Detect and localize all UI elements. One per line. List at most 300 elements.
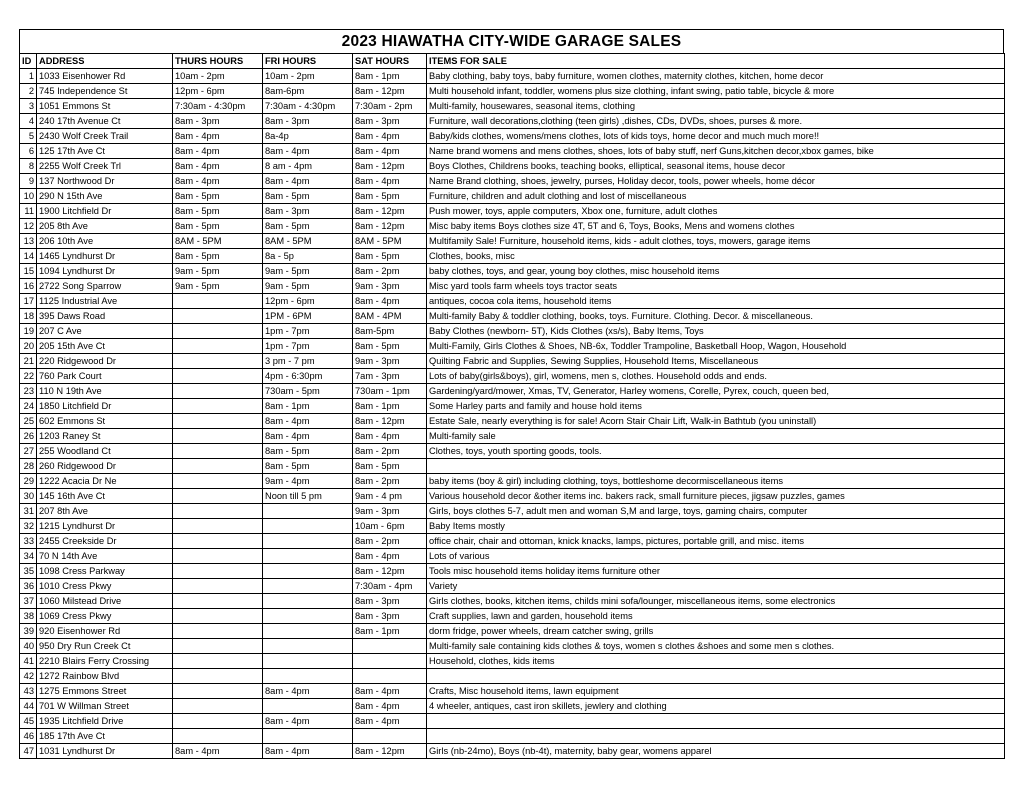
cell-address: 1033 Eisenhower Rd <box>37 69 173 84</box>
cell-sat-hours: 8am - 12pm <box>353 159 427 174</box>
header-sat-hours: SAT HOURS <box>353 54 427 69</box>
table-row <box>20 84 1005 99</box>
cell-items-for-sale <box>427 729 1005 744</box>
cell-id: 23 <box>20 384 37 399</box>
cell-thurs-hours <box>173 444 263 459</box>
cell-sat-hours: 10am - 6pm <box>353 519 427 534</box>
cell-fri-hours: 8am - 3pm <box>263 114 353 129</box>
sheet-title: 2023 HIAWATHA CITY-WIDE GARAGE SALES <box>19 29 1004 53</box>
cell-items-for-sale: Crafts, Misc household items, lawn equipment <box>427 684 1005 699</box>
cell-address: 1060 Milstead Drive <box>37 594 173 609</box>
cell-id: 33 <box>20 534 37 549</box>
cell-id: 16 <box>20 279 37 294</box>
cell-sat-hours: 8am - 2pm <box>353 474 427 489</box>
cell-sat-hours: 8am - 4pm <box>353 294 427 309</box>
cell-items-for-sale: Baby/kids clothes, womens/mens clothes, lots of kids toys, home decor and much much more!! <box>427 129 1005 144</box>
table-row <box>20 534 1005 549</box>
cell-fri-hours: 10am - 2pm <box>263 69 353 84</box>
cell-thurs-hours: 8am - 3pm <box>173 114 263 129</box>
cell-fri-hours: 8a-4p <box>263 129 353 144</box>
cell-id: 34 <box>20 549 37 564</box>
header-thurs-hours: THURS HOURS <box>173 54 263 69</box>
cell-items-for-sale: Multi-family sale <box>427 429 1005 444</box>
cell-thurs-hours: 10am - 2pm <box>173 69 263 84</box>
cell-address: 602 Emmons St <box>37 414 173 429</box>
cell-thurs-hours <box>173 339 263 354</box>
cell-thurs-hours <box>173 729 263 744</box>
cell-thurs-hours <box>173 534 263 549</box>
table-row <box>20 684 1005 699</box>
cell-items-for-sale: dorm fridge, power wheels, dream catcher swing, grills <box>427 624 1005 639</box>
cell-sat-hours: 8am - 4pm <box>353 684 427 699</box>
table-row <box>20 399 1005 414</box>
cell-address: 260 Ridgewood Dr <box>37 459 173 474</box>
cell-sat-hours: 8am-5pm <box>353 324 427 339</box>
cell-address: 1935 Litchfield Drive <box>37 714 173 729</box>
table-row <box>20 744 1005 759</box>
cell-items-for-sale: Variety <box>427 579 1005 594</box>
cell-thurs-hours <box>173 429 263 444</box>
cell-items-for-sale: Some Harley parts and family and house hold items <box>427 399 1005 414</box>
cell-fri-hours: 8am - 4pm <box>263 714 353 729</box>
table-row <box>20 234 1005 249</box>
cell-sat-hours: 8am - 12pm <box>353 744 427 759</box>
cell-sat-hours: 8am - 4pm <box>353 699 427 714</box>
cell-address: 1098 Cress Parkway <box>37 564 173 579</box>
cell-fri-hours: Noon till 5 pm <box>263 489 353 504</box>
cell-items-for-sale: Multi-Family, Girls Clothes & Shoes, NB-6x, Toddler Trampoline, Basketball Hoop, Wagon, Household <box>427 339 1005 354</box>
table-header <box>20 54 1005 69</box>
table-row <box>20 594 1005 609</box>
cell-thurs-hours: 8am - 5pm <box>173 219 263 234</box>
table-row <box>20 114 1005 129</box>
table-row <box>20 489 1005 504</box>
cell-thurs-hours: 7:30am - 4:30pm <box>173 99 263 114</box>
cell-thurs-hours: 8am - 4pm <box>173 744 263 759</box>
cell-fri-hours: 7:30am - 4:30pm <box>263 99 353 114</box>
header-items-for-sale: ITEMS FOR SALE <box>427 54 1005 69</box>
cell-sat-hours: 8am - 1pm <box>353 399 427 414</box>
cell-sat-hours: 8am - 4pm <box>353 174 427 189</box>
cell-sat-hours: 8am - 2pm <box>353 534 427 549</box>
cell-fri-hours: 8am - 4pm <box>263 684 353 699</box>
cell-id: 35 <box>20 564 37 579</box>
cell-id: 25 <box>20 414 37 429</box>
cell-id: 12 <box>20 219 37 234</box>
cell-fri-hours: 8am - 4pm <box>263 174 353 189</box>
cell-address: 290 N 15th Ave <box>37 189 173 204</box>
cell-id: 44 <box>20 699 37 714</box>
cell-sat-hours: 8am - 5pm <box>353 249 427 264</box>
table-row <box>20 624 1005 639</box>
cell-sat-hours: 9am - 4 pm <box>353 489 427 504</box>
table-row <box>20 564 1005 579</box>
cell-id: 36 <box>20 579 37 594</box>
table-row <box>20 699 1005 714</box>
cell-items-for-sale: Furniture, children and adult clothing and lost of miscellaneous <box>427 189 1005 204</box>
cell-thurs-hours: 8am - 5pm <box>173 249 263 264</box>
cell-fri-hours <box>263 594 353 609</box>
cell-id: 41 <box>20 654 37 669</box>
cell-fri-hours: 1pm - 7pm <box>263 339 353 354</box>
cell-items-for-sale: Girls (nb-24mo), Boys (nb-4t), maternity, baby gear, womens apparel <box>427 744 1005 759</box>
cell-items-for-sale: Multi-family, housewares, seasonal items, clothing <box>427 99 1005 114</box>
cell-id: 32 <box>20 519 37 534</box>
cell-id: 42 <box>20 669 37 684</box>
cell-fri-hours: 1pm - 7pm <box>263 324 353 339</box>
cell-thurs-hours <box>173 369 263 384</box>
cell-sat-hours: 8am - 2pm <box>353 264 427 279</box>
cell-id: 5 <box>20 129 37 144</box>
cell-sat-hours: 9am - 3pm <box>353 504 427 519</box>
cell-items-for-sale: office chair, chair and ottoman, knick knacks, lamps, pictures, portable grill, and misc. items <box>427 534 1005 549</box>
cell-fri-hours: 12pm - 6pm <box>263 294 353 309</box>
cell-address: 1031 Lyndhurst Dr <box>37 744 173 759</box>
cell-address: 1010 Cress Pkwy <box>37 579 173 594</box>
cell-address: 2455 Creekside Dr <box>37 534 173 549</box>
cell-items-for-sale: Quilting Fabric and Supplies, Sewing Supplies, Household Items, Miscellaneous <box>427 354 1005 369</box>
cell-thurs-hours: 8am - 4pm <box>173 144 263 159</box>
cell-address: 760 Park Court <box>37 369 173 384</box>
table-row <box>20 129 1005 144</box>
cell-id: 31 <box>20 504 37 519</box>
cell-address: 2210 Blairs Ferry Crossing <box>37 654 173 669</box>
cell-fri-hours: 8am - 4pm <box>263 744 353 759</box>
cell-sat-hours <box>353 639 427 654</box>
table-row <box>20 309 1005 324</box>
cell-address: 255 Woodland Ct <box>37 444 173 459</box>
table-row <box>20 714 1005 729</box>
table-row <box>20 669 1005 684</box>
cell-address: 137 Northwood Dr <box>37 174 173 189</box>
cell-thurs-hours <box>173 549 263 564</box>
cell-id: 17 <box>20 294 37 309</box>
cell-id: 8 <box>20 159 37 174</box>
cell-sat-hours: 8am - 12pm <box>353 414 427 429</box>
cell-id: 43 <box>20 684 37 699</box>
cell-thurs-hours <box>173 399 263 414</box>
cell-thurs-hours <box>173 504 263 519</box>
cell-fri-hours: 9am - 5pm <box>263 264 353 279</box>
cell-sat-hours: 8am - 5pm <box>353 459 427 474</box>
cell-id: 45 <box>20 714 37 729</box>
cell-id: 28 <box>20 459 37 474</box>
cell-id: 13 <box>20 234 37 249</box>
cell-items-for-sale: Tools misc household items holiday items furniture other <box>427 564 1005 579</box>
cell-address: 145 16th Ave Ct <box>37 489 173 504</box>
table-row <box>20 324 1005 339</box>
cell-items-for-sale: Baby Clothes (newborn- 5T), Kids Clothes (xs/s), Baby Items, Toys <box>427 324 1005 339</box>
cell-address: 950 Dry Run Creek Ct <box>37 639 173 654</box>
table-row <box>20 174 1005 189</box>
cell-address: 2430 Wolf Creek Trail <box>37 129 173 144</box>
table-row <box>20 339 1005 354</box>
cell-id: 3 <box>20 99 37 114</box>
table-row <box>20 384 1005 399</box>
cell-sat-hours: 8am - 5pm <box>353 189 427 204</box>
cell-thurs-hours <box>173 684 263 699</box>
cell-items-for-sale: Lots of baby(girls&boys), girl, womens, men s, clothes. Household odds and ends. <box>427 369 1005 384</box>
cell-fri-hours: 8am - 5pm <box>263 189 353 204</box>
cell-thurs-hours <box>173 609 263 624</box>
cell-items-for-sale: Gardening/yard/mower, Xmas, TV, Generator, Harley womens, Corelle, Pyrex, couch, queen bed, <box>427 384 1005 399</box>
cell-fri-hours <box>263 504 353 519</box>
cell-fri-hours: 3 pm - 7 pm <box>263 354 353 369</box>
table-row <box>20 189 1005 204</box>
cell-address: 1051 Emmons St <box>37 99 173 114</box>
cell-address: 207 C Ave <box>37 324 173 339</box>
cell-fri-hours: 8am-6pm <box>263 84 353 99</box>
cell-id: 15 <box>20 264 37 279</box>
cell-address: 207 8th Ave <box>37 504 173 519</box>
table-row <box>20 69 1005 84</box>
table-row <box>20 639 1005 654</box>
table-row <box>20 279 1005 294</box>
cell-fri-hours: 8am - 3pm <box>263 204 353 219</box>
cell-fri-hours <box>263 654 353 669</box>
cell-thurs-hours <box>173 489 263 504</box>
cell-address: 1094 Lyndhurst Dr <box>37 264 173 279</box>
cell-items-for-sale: Multi household infant, toddler, womens plus size clothing, infant swing, patio table, bicycle & more <box>427 84 1005 99</box>
cell-thurs-hours <box>173 624 263 639</box>
cell-address: 1069 Cress Pkwy <box>37 609 173 624</box>
table-row <box>20 579 1005 594</box>
cell-sat-hours <box>353 729 427 744</box>
cell-sat-hours: 8am - 4pm <box>353 549 427 564</box>
table-body <box>20 69 1005 759</box>
cell-id: 46 <box>20 729 37 744</box>
table-row <box>20 429 1005 444</box>
cell-items-for-sale <box>427 669 1005 684</box>
cell-sat-hours: 8am - 4pm <box>353 714 427 729</box>
cell-fri-hours: 8am - 5pm <box>263 219 353 234</box>
cell-fri-hours <box>263 579 353 594</box>
cell-fri-hours: 730am - 5pm <box>263 384 353 399</box>
cell-thurs-hours <box>173 324 263 339</box>
cell-sat-hours: 8am - 1pm <box>353 69 427 84</box>
cell-items-for-sale: Girls clothes, books, kitchen items, childs mini sofa/lounger, miscellaneous items, some electronics <box>427 594 1005 609</box>
cell-fri-hours: 9am - 4pm <box>263 474 353 489</box>
table-row <box>20 459 1005 474</box>
cell-address: 125 17th Ave Ct <box>37 144 173 159</box>
cell-items-for-sale: baby clothes, toys, and gear, young boy clothes, misc household items <box>427 264 1005 279</box>
cell-fri-hours: 8am - 4pm <box>263 414 353 429</box>
cell-thurs-hours: 8am - 4pm <box>173 129 263 144</box>
cell-id: 40 <box>20 639 37 654</box>
cell-thurs-hours <box>173 309 263 324</box>
cell-thurs-hours <box>173 564 263 579</box>
cell-id: 2 <box>20 84 37 99</box>
cell-sat-hours <box>353 654 427 669</box>
cell-id: 14 <box>20 249 37 264</box>
cell-items-for-sale: Clothes, books, misc <box>427 249 1005 264</box>
cell-fri-hours <box>263 564 353 579</box>
cell-address: 1275 Emmons Street <box>37 684 173 699</box>
cell-items-for-sale: Misc baby items Boys clothes size 4T, 5T and 6, Toys, Books, Mens and womens clothes <box>427 219 1005 234</box>
cell-fri-hours: 4pm - 6:30pm <box>263 369 353 384</box>
cell-id: 29 <box>20 474 37 489</box>
cell-items-for-sale: Estate Sale, nearly everything is for sale! Acorn Stair Chair Lift, Walk-in Bathtub (you uninstall) <box>427 414 1005 429</box>
cell-sat-hours: 8am - 3pm <box>353 609 427 624</box>
cell-thurs-hours <box>173 414 263 429</box>
table-row <box>20 609 1005 624</box>
cell-thurs-hours: 8am - 5pm <box>173 189 263 204</box>
cell-address: 206 10th Ave <box>37 234 173 249</box>
cell-address: 220 Ridgewood Dr <box>37 354 173 369</box>
table-row <box>20 204 1005 219</box>
cell-thurs-hours <box>173 594 263 609</box>
table-row <box>20 549 1005 564</box>
cell-thurs-hours: 9am - 5pm <box>173 279 263 294</box>
cell-address: 205 15th Ave Ct <box>37 339 173 354</box>
cell-id: 6 <box>20 144 37 159</box>
header-address: ADDRESS <box>37 54 173 69</box>
cell-thurs-hours <box>173 579 263 594</box>
cell-id: 11 <box>20 204 37 219</box>
cell-address: 1272 Rainbow Blvd <box>37 669 173 684</box>
cell-fri-hours <box>263 519 353 534</box>
cell-fri-hours: 9am - 5pm <box>263 279 353 294</box>
cell-address: 745 Independence St <box>37 84 173 99</box>
cell-sat-hours: 730am - 1pm <box>353 384 427 399</box>
cell-fri-hours: 8AM - 5PM <box>263 234 353 249</box>
cell-fri-hours <box>263 699 353 714</box>
cell-id: 47 <box>20 744 37 759</box>
table-row <box>20 294 1005 309</box>
cell-address: 1465 Lyndhurst Dr <box>37 249 173 264</box>
cell-sat-hours: 8am - 12pm <box>353 219 427 234</box>
cell-items-for-sale: Clothes, toys, youth sporting goods, tools. <box>427 444 1005 459</box>
cell-sat-hours: 8AM - 4PM <box>353 309 427 324</box>
cell-id: 39 <box>20 624 37 639</box>
cell-items-for-sale: Multi-family Baby & toddler clothing, books, toys. Furniture. Clothing. Decor. & miscellaneous. <box>427 309 1005 324</box>
cell-items-for-sale: baby items (boy & girl) including clothing, toys, bottleshome decormiscellaneous items <box>427 474 1005 489</box>
garage-sales-table <box>19 53 1005 759</box>
table-row <box>20 444 1005 459</box>
cell-sat-hours: 8am - 3pm <box>353 114 427 129</box>
cell-fri-hours <box>263 534 353 549</box>
cell-items-for-sale: Push mower, toys, apple computers, Xbox one, furniture, adult clothes <box>427 204 1005 219</box>
cell-sat-hours: 9am - 3pm <box>353 354 427 369</box>
cell-thurs-hours <box>173 699 263 714</box>
cell-items-for-sale <box>427 459 1005 474</box>
cell-items-for-sale: Name brand womens and mens clothes, shoes, lots of baby stuff, nerf Guns,kitchen decor,xbox games, bike <box>427 144 1005 159</box>
cell-id: 22 <box>20 369 37 384</box>
cell-fri-hours <box>263 624 353 639</box>
cell-sat-hours: 7am - 3pm <box>353 369 427 384</box>
cell-id: 21 <box>20 354 37 369</box>
cell-fri-hours <box>263 639 353 654</box>
cell-id: 20 <box>20 339 37 354</box>
cell-thurs-hours <box>173 639 263 654</box>
cell-sat-hours: 8am - 4pm <box>353 429 427 444</box>
cell-items-for-sale: Baby clothing, baby toys, baby furniture, women clothes, maternity clothes, kitchen, home decor <box>427 69 1005 84</box>
cell-id: 4 <box>20 114 37 129</box>
cell-thurs-hours <box>173 459 263 474</box>
cell-thurs-hours <box>173 384 263 399</box>
cell-id: 9 <box>20 174 37 189</box>
cell-address: 185 17th Ave Ct <box>37 729 173 744</box>
cell-sat-hours <box>353 669 427 684</box>
table-row <box>20 249 1005 264</box>
cell-fri-hours: 1PM - 6PM <box>263 309 353 324</box>
cell-fri-hours <box>263 549 353 564</box>
cell-sat-hours: 8am - 2pm <box>353 444 427 459</box>
cell-fri-hours <box>263 669 353 684</box>
cell-sat-hours: 7:30am - 2pm <box>353 99 427 114</box>
cell-items-for-sale: Baby Items mostly <box>427 519 1005 534</box>
cell-fri-hours <box>263 729 353 744</box>
table-row <box>20 144 1005 159</box>
cell-address: 70 N 14th Ave <box>37 549 173 564</box>
cell-sat-hours: 8am - 3pm <box>353 594 427 609</box>
table-row <box>20 414 1005 429</box>
cell-fri-hours: 8am - 4pm <box>263 429 353 444</box>
table-row <box>20 504 1005 519</box>
cell-fri-hours: 8am - 1pm <box>263 399 353 414</box>
cell-fri-hours: 8am - 5pm <box>263 444 353 459</box>
table-row <box>20 369 1005 384</box>
cell-thurs-hours: 8am - 5pm <box>173 204 263 219</box>
cell-id: 37 <box>20 594 37 609</box>
cell-sat-hours: 8am - 12pm <box>353 84 427 99</box>
cell-address: 1125 Industrial Ave <box>37 294 173 309</box>
cell-thurs-hours: 8am - 4pm <box>173 159 263 174</box>
header-row <box>20 54 1005 69</box>
cell-thurs-hours: 12pm - 6pm <box>173 84 263 99</box>
table-row <box>20 654 1005 669</box>
cell-id: 1 <box>20 69 37 84</box>
cell-id: 38 <box>20 609 37 624</box>
cell-address: 2255 Wolf Creek Trl <box>37 159 173 174</box>
cell-address: 205 8th Ave <box>37 219 173 234</box>
header-id: ID <box>20 54 37 69</box>
cell-fri-hours: 8am - 4pm <box>263 144 353 159</box>
table-row <box>20 264 1005 279</box>
cell-thurs-hours <box>173 714 263 729</box>
cell-sat-hours: 8am - 5pm <box>353 339 427 354</box>
cell-thurs-hours: 8am - 4pm <box>173 174 263 189</box>
cell-sat-hours: 8am - 12pm <box>353 204 427 219</box>
cell-items-for-sale: Name Brand clothing, shoes, jewelry, purses, Holiday decor, tools, power wheels, home décor <box>427 174 1005 189</box>
cell-items-for-sale: antiques, cocoa cola items, household items <box>427 294 1005 309</box>
cell-address: 240 17th Avenue Ct <box>37 114 173 129</box>
cell-items-for-sale: Furniture, wall decorations,clothing (teen girls) ,dishes, CDs, DVDs, shoes, purses & more. <box>427 114 1005 129</box>
cell-address: 110 N 19th Ave <box>37 384 173 399</box>
cell-address: 920 Eisenhower Rd <box>37 624 173 639</box>
cell-thurs-hours <box>173 474 263 489</box>
cell-address: 1850 Litchfield Dr <box>37 399 173 414</box>
cell-items-for-sale: Girls, boys clothes 5-7, adult men and woman S,M and large, toys, gaming chairs, computer <box>427 504 1005 519</box>
cell-id: 26 <box>20 429 37 444</box>
cell-fri-hours <box>263 609 353 624</box>
cell-thurs-hours <box>173 519 263 534</box>
cell-thurs-hours: 9am - 5pm <box>173 264 263 279</box>
header-fri-hours: FRI HOURS <box>263 54 353 69</box>
cell-id: 18 <box>20 309 37 324</box>
cell-sat-hours: 8AM - 5PM <box>353 234 427 249</box>
table-row <box>20 729 1005 744</box>
garage-sales-sheet <box>19 29 1004 759</box>
cell-items-for-sale: Boys Clothes, Childrens books, teaching books, elliptical, seasonal items, house decor <box>427 159 1005 174</box>
cell-address: 395 Daws Road <box>37 309 173 324</box>
cell-items-for-sale: 4 wheeler, antiques, cast iron skillets, jewlery and clothing <box>427 699 1005 714</box>
table-row <box>20 159 1005 174</box>
cell-items-for-sale: Multifamily Sale! Furniture, household items, kids - adult clothes, toys, mowers, garage items <box>427 234 1005 249</box>
table-row <box>20 474 1005 489</box>
cell-address: 2722 Song Sparrow <box>37 279 173 294</box>
cell-items-for-sale: Craft supplies, lawn and garden, household items <box>427 609 1005 624</box>
